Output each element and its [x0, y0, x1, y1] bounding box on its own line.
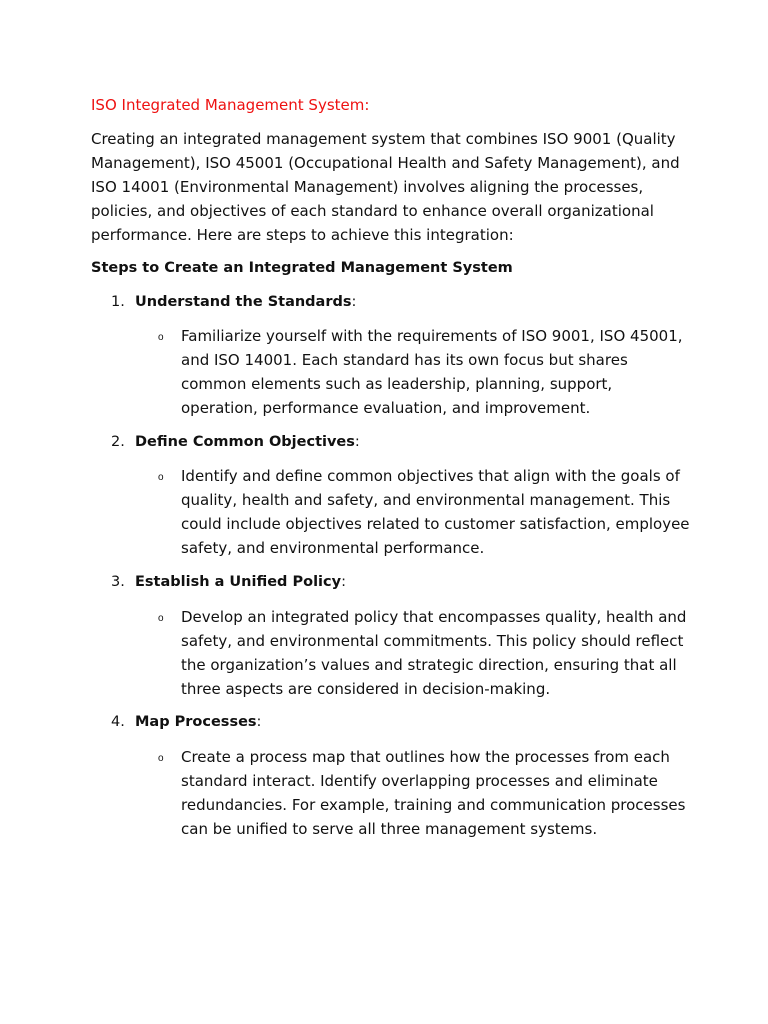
step-2-title — [111, 431, 711, 453]
step-3-body: Develop an integrated policy that encompasses quality, health and safety, and environmental commitments. This policy should reflect the organization’s values and strategic direction, ensuring that all three aspects are considered in decision-making. — [181, 608, 687, 698]
document-title: ISO Integrated Management System: — [91, 96, 370, 114]
step-1-title — [111, 291, 711, 313]
step-1-body: Familiarize yourself with the requirements of ISO 9001, ISO 45001, and ISO 14001. Each standard has its own focus but shares common elements such as leadership, planning, support, operation, performance evaluation, and improvement. — [181, 327, 683, 417]
step-suffix: : — [341, 574, 346, 590]
step-number: 1. — [111, 294, 125, 310]
bullet-icon: o — [158, 332, 164, 343]
step-number: 3. — [111, 574, 125, 590]
step-number: 4. — [111, 714, 125, 730]
step-label: Establish a Unified Policy — [135, 574, 342, 590]
step-4-title — [111, 711, 711, 733]
bullet-icon: o — [158, 613, 164, 624]
step-label: Understand the Standards — [135, 294, 352, 310]
step-label: Map Processes — [135, 714, 257, 730]
step-number: 2. — [111, 434, 125, 450]
step-label: Define Common Objectives — [135, 434, 355, 450]
intro-paragraph: Creating an integrated management system that combines ISO 9001 (Quality Management), ISO 45001 (Occupational Health and Safety Management), and ISO 14001 (Environmental Management) involves aligning the processes, policies, and objectives of each standard to enhance overall organizational performance. Here are steps to achieve this integration: — [91, 130, 680, 244]
step-suffix: : — [256, 714, 262, 730]
step-suffix: : — [354, 434, 360, 450]
step-3-title — [111, 571, 711, 593]
bullet-icon: o — [158, 753, 164, 764]
step-suffix: : — [351, 294, 357, 310]
step-2-body: Identify and define common objectives that align with the goals of quality, health and safety, and environmental management. This could include objectives related to customer satisfaction, employee safety, and environmental performance. — [181, 467, 690, 557]
step-4-body: Create a process map that outlines how the processes from each standard interact. Identify overlapping processes and eliminate redundancies. For example, training and communication processes can be unified to serve all three management systems. — [181, 748, 686, 838]
steps-heading: Steps to Create an Integrated Management System — [91, 260, 513, 276]
bullet-icon: o — [158, 472, 164, 483]
